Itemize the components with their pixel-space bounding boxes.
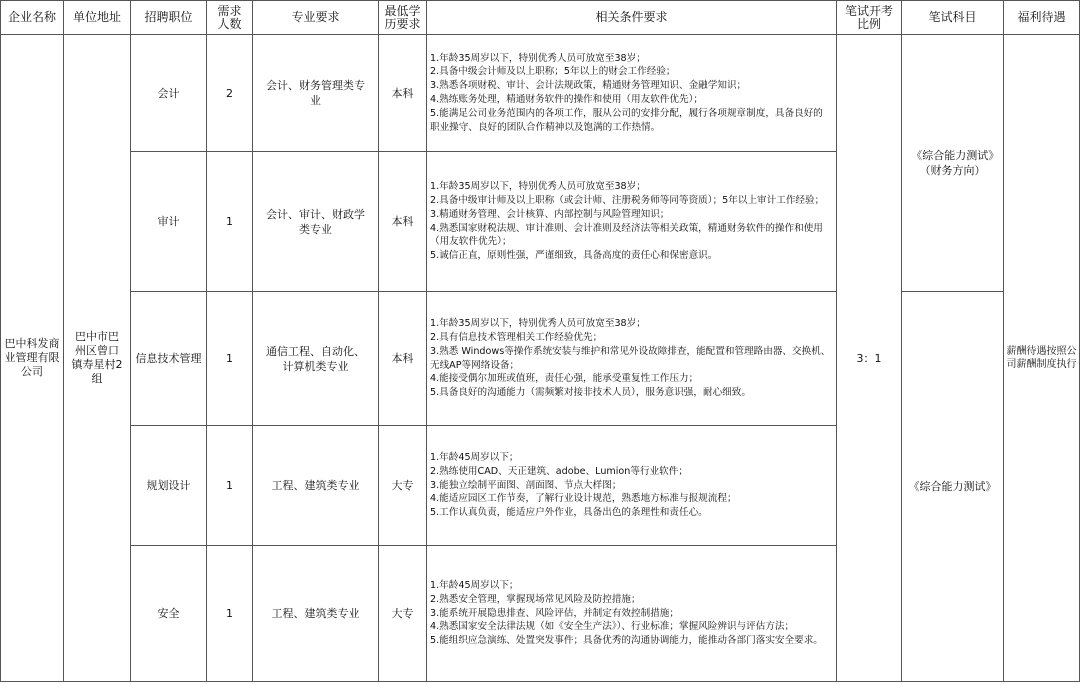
requirement-item: 4.熟悉国家安全法律法规（如《安全生产法》）、行业标准；掌握风险辨识与评估方法； [430,621,795,633]
education-requirement: 大专 [379,546,427,682]
header-education: 最低学历要求 [379,1,427,35]
major-requirement: 工程、建筑类专业 [253,426,379,546]
position-name: 会计 [131,35,207,152]
exam-subject-general: 《综合能力测试》 [902,292,1004,682]
requirements-list [427,52,836,135]
header-company: 企业名称 [1,1,64,35]
header-exam-subject: 笔试科目 [902,1,1004,35]
requirements-cell [427,35,837,152]
major-requirement: 会计、财务管理类专业 [253,35,379,152]
header-address: 单位地址 [64,1,131,35]
requirement-item: 5.诚信正直，原则性强，严谨细致，具备高度的责任心和保密意识。 [430,250,718,262]
education-requirement: 本科 [379,292,427,426]
requirement-item: 5.具备良好的沟通能力（需频繁对接非技术人员），服务意识强，耐心细致。 [430,387,751,399]
requirement-item: 3.精通财务管理、会计核算、内部控制与风险管理知识； [430,208,670,220]
education-requirement: 本科 [379,35,427,152]
requirement-item: 5.能组织应急演练、处置突发事件；具备优秀的沟通协调能力，能推动各部门落实安全要求。 [430,635,823,647]
position-count: 1 [207,292,253,426]
position-name: 审计 [131,152,207,292]
position-name: 信息技术管理 [131,292,207,426]
requirement-item: 4.熟悉国家财税法规、审计准则、会计准则及经济法等相关政策，精通财务软件的操作和使用（用友软件优先）； [430,222,823,248]
requirement-item: 2.熟悉安全管理，掌握现场常见风险及防控措施； [430,593,641,605]
requirement-item: 5.能满足公司业务范围内的各项工作，服从公司的安排分配，履行各项规章制度，具备良好的职业操守、良好的团队合作精神以及饱满的工作热情。 [430,107,823,133]
exam-subject-finance: 《综合能力测试》（财务方向） [902,35,1004,292]
benefits: 薪酬待遇按照公司薪酬制度执行 [1004,35,1080,682]
requirements-list [427,180,836,263]
requirement-item: 4.熟练账务处理，精通财务软件的操作和使用（用友软件优先）； [430,94,703,105]
requirement-item: 2.具备中级会计师及以上职称；5年以上的财会工作经验； [430,66,676,78]
header-row [1,1,1080,35]
major-requirement: 会计、审计、财政学类专业 [253,152,379,292]
requirement-item: 3.能系统开展隐患排查、风险评估，并制定有效控制措施； [430,607,679,619]
requirements-cell [427,546,837,682]
requirement-item: 2.具有信息技术管理相关工作经验优先； [430,331,603,343]
exam-ratio: 3：1 [837,35,902,682]
header-position: 招聘职位 [131,1,207,35]
table-row [1,35,1080,152]
requirements-list [427,579,836,648]
position-name: 安全 [131,546,207,682]
requirement-item: 2.熟练使用CAD、天正建筑、adobe、Lumion等行业软件； [430,465,688,477]
header-requirements: 相关条件要求 [427,1,837,35]
position-count: 1 [207,152,253,292]
requirement-item: 1.年龄35周岁以下，特别优秀人员可放宽至38岁； [430,181,646,193]
education-requirement: 大专 [379,426,427,546]
requirements-cell [427,152,837,292]
education-requirement: 本科 [379,152,427,292]
company-address: 巴中市巴州区曾口镇寿星村2组 [64,35,131,682]
requirement-item: 4.能接受偶尔加班或值班，责任心强，能承受重复性工作压力； [430,373,699,385]
position-count: 1 [207,546,253,682]
header-benefits: 福利待遇 [1004,1,1080,35]
position-count: 2 [207,35,253,152]
header-major: 专业要求 [253,1,379,35]
header-count: 需求人数 [207,1,253,35]
requirement-item: 3.能独立绘制平面图、剖面图、节点大样图； [430,479,622,491]
requirement-item: 1.年龄35周岁以下，特别优秀人员可放宽至38岁； [430,52,646,64]
position-count: 1 [207,426,253,546]
requirements-cell [427,426,837,546]
requirement-item: 1.年龄35周岁以下，特别优秀人员可放宽至38岁； [430,318,646,330]
requirement-item: 5.工作认真负责，能适应户外作业，具备出色的条理性和责任心。 [430,507,708,519]
requirements-list [427,451,836,520]
header-exam-ratio: 笔试开考比例 [837,1,902,35]
requirement-item: 4.能适应园区工作节奏，了解行业设计规范，熟悉地方标准与报规流程； [430,493,737,505]
major-requirement: 工程、建筑类专业 [253,546,379,682]
requirements-list [427,317,836,400]
requirement-item: 3.熟悉各项财税、审计、会计法规政策，精通财务管理知识、金融学知识； [430,80,747,92]
major-requirement: 通信工程、自动化、计算机类专业 [253,292,379,426]
requirements-cell [427,292,837,426]
requirement-item: 3.熟悉 Windows等操作系统安装与维护和常见外设故障排查，能配置和管理路由器、交换机、无线AP等网络设备； [430,345,831,371]
company-name: 巴中科发商业管理有限公司 [1,35,64,682]
position-name: 规划设计 [131,426,207,546]
requirement-item: 1.年龄45周岁以下； [430,452,519,463]
table-row [1,292,1080,426]
requirement-item: 2.具备中级审计师及以上职称（或会计师、注册税务师等同等资质）；5年以上审计工作经验； [430,194,825,206]
requirement-item: 1.年龄45周岁以下； [430,580,519,591]
